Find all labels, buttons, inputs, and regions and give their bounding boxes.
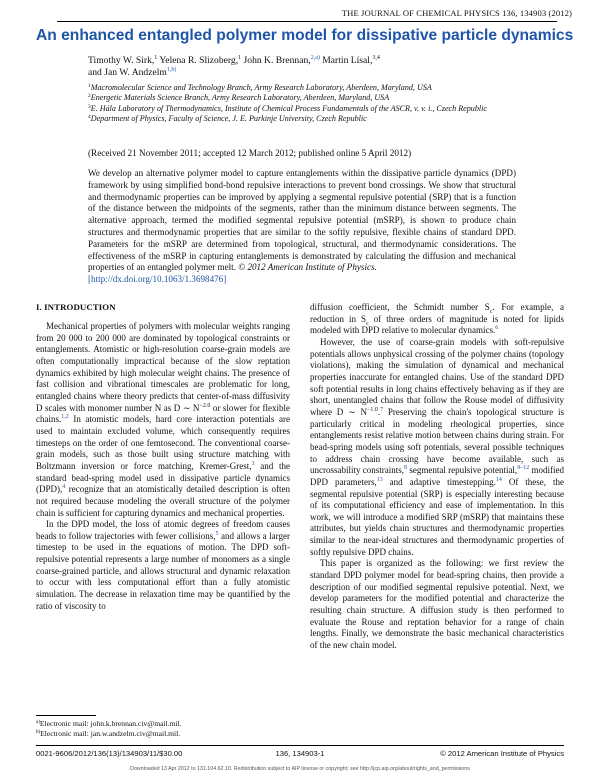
- affiliation-number: 2: [88, 93, 91, 100]
- affiliation-item: [88, 114, 528, 124]
- author-sirk: Timothy W. Sirk,: [88, 55, 155, 66]
- citation-link[interactable]: 6: [495, 325, 499, 332]
- paragraph: [310, 302, 564, 337]
- abstract: [88, 168, 516, 286]
- doi-link[interactable]: [http://dx.doi.org/10.1063/1.3698476]: [88, 274, 227, 285]
- author-sup: 3,4: [372, 55, 380, 61]
- received-dates: (Received 21 November 2011; accepted 12 March 2012; published online 5 April 2012): [88, 148, 412, 158]
- abstract-text: We develop an alternative polymer model to capture entanglements within the dissipative particle dynamics (DPD) framework by using simplified bond-bond repulsive interactions to prevent bond crossings. We show that structural and thermodynamic properties can be improved by applying a segmental repulsive potential (SRP) that is a function of the distance between the midpoints of the segments, rather than the minimum distance between segments. The alternative approach, termed the modified segmental repulsive potential (mSRP), is shown to produce chain structures and thermodynamic properties that are similar to the softly repulsive, flexible chains of standard DPD. Parameters for the mSRP are determined from topological, structural, and thermodynamic considerations. The effectiveness of the mSRP in capturing entanglements is demonstrated by calculating the diffusion and mechanical properties of an entangled polymer melt.: [88, 168, 516, 273]
- citation-link[interactable]: 9–12: [517, 465, 530, 472]
- author-brennan: John K. Brennan,: [241, 55, 311, 66]
- footnote-link[interactable]: 1,b): [166, 67, 177, 73]
- author-sup: [311, 55, 320, 61]
- paragraph-text: modified DPD parameters,: [310, 465, 564, 487]
- footnote-link[interactable]: 2,a): [310, 55, 320, 61]
- left-column: [36, 321, 290, 612]
- citation-link[interactable]: 1,2: [61, 414, 69, 421]
- affiliation-item: [88, 104, 528, 114]
- footer-copyright: © 2012 American Institute of Physics: [440, 749, 564, 758]
- header-rule: [57, 21, 557, 22]
- paragraph-text: However, the use of coarse-grain models with soft-repulsive potentials allows unphysical crossing of the polymer chains (topology violations), making the simulation of dynamical and mechanical properties inaccurate for entangled chains. Use of the standard DPD soft potential results in long chains effectively behaving as if they are short, unentangled chains that follow the Rouse model of diffusivity where D ∼ N: [310, 336, 564, 417]
- exponent: −2.0: [199, 402, 211, 409]
- affiliation-text: Macromolecular Science and Technology Branch, Army Research Laboratory, Aberdeen, Maryland, USA: [90, 83, 432, 92]
- paragraph-text: segmental repulsive potential,: [407, 465, 518, 476]
- footnotes: [36, 719, 290, 739]
- affiliation-number: 3: [88, 103, 91, 110]
- paragraph-text: and the standard bead-spring model used in dissipative particle dynamics (DPD),: [36, 460, 290, 495]
- paragraph-text: This paper is organized as the following: we first review the standard DPD polymer model for bead-spring chains, then provide a description of our modified segmental repulsive potential. Next, we develop parameters for the modified potential and characterize the resulting chain structure. A diffusion study is then performed to evaluate the Rouse and reptation behavior for a range of chain lengths. Finally, we demonstrate the basic mechanical characteristics of the new chain model.: [310, 558, 564, 651]
- paragraph-text: of three orders of magnitude is noted for lipids modeled with DPD relative to molecular dynamics.: [310, 313, 564, 336]
- footer-rule: [36, 745, 564, 746]
- paragraph-text: and allows a larger timestep to be used in the equations of motion. The DPD soft-repulsive potential represents a large number of monomers as a single coarse-grained particle, and allows structural and dynamic relaxation to occur with less computational effort than a fully atomistic simulation. The decrease in relaxation time may be quantified by the ratio of viscosity to: [36, 530, 291, 611]
- affiliation-text: Department of Physics, Faculty of Science, J. E. Purkinje University, Czech Republic: [90, 113, 367, 123]
- footnote-text: Electronic mail: jan.w.andzelm.civ@mail.mil.: [40, 729, 181, 738]
- affiliation-text: E. Hála Laboratory of Thermodynamics, Institute of Chemical Process Fundamentals of the ASCR, v. v. i., Czech Republic: [90, 103, 487, 113]
- citation-link[interactable]: 14: [495, 476, 502, 483]
- citation-link[interactable]: 3: [251, 460, 255, 467]
- paragraph-text: or slower for flexible chains.: [36, 402, 290, 425]
- paragraph-text: diffusion coefficient, the Schmidt number S: [310, 302, 490, 312]
- footnote-mark: a): [36, 720, 40, 725]
- paragraph-text: and adaptive timestepping.: [382, 476, 496, 487]
- running-head: THE JOURNAL OF CHEMICAL PHYSICS 136, 134903 (2012): [341, 8, 572, 18]
- affiliation-item: [88, 83, 528, 93]
- footnote-item: [36, 719, 290, 729]
- citation-link[interactable]: 7: [380, 406, 384, 413]
- citation-link[interactable]: 8: [404, 465, 408, 472]
- author-andzelm: and Jan W. Andzelm: [88, 67, 167, 78]
- author-sup: 1: [238, 55, 242, 61]
- right-column: [310, 302, 564, 652]
- affiliation-number: 1: [88, 83, 91, 89]
- paragraph: [310, 558, 564, 651]
- footer-issn: 0021-9606/2012/136(13)/134903/11/$30.00: [36, 749, 183, 758]
- affiliation-item: [88, 93, 528, 103]
- citation-link[interactable]: 13: [376, 476, 383, 483]
- abstract-copyright: © 2012 American Institute of Physics.: [238, 262, 377, 273]
- paragraph-text: recognize that an atomistically detailed description is often not required because modeling the overall structure of the polymer chain is sufficient for capturing dynamics and mechanical properties.: [36, 484, 290, 518]
- paragraph-text: Of these, the segmental repulsive potential (SRP) is especially interesting because of its computational efficiency and ease of implementation. In this work, we will introduce a modified SRP (mSRP) that maintains these attributes, but yields chain structures and thermodynamic properties similar to the near-ideal structures and thermodynamic properties of softly repulsive DPD chains.: [310, 476, 564, 557]
- paragraph: [36, 519, 290, 612]
- subscript: c: [489, 308, 493, 315]
- author-list: [88, 55, 528, 79]
- footer-page-number: 136, 134903-1: [275, 749, 325, 758]
- author-slizoberg: Yelena R. Slizoberg,: [157, 55, 239, 66]
- exponent: −1.0: [366, 406, 378, 413]
- author-lisal: Martin Lísal,: [319, 55, 373, 66]
- subscript: c: [366, 320, 369, 327]
- author-sup: [167, 67, 177, 73]
- footnote-rule: [36, 715, 96, 716]
- section-heading-introduction: I. INTRODUCTION: [36, 302, 116, 312]
- footnote-mark: b): [36, 730, 41, 735]
- affiliation-number: 4: [88, 113, 91, 120]
- footnote-item: [36, 729, 290, 739]
- citation-link[interactable]: 4: [62, 484, 66, 491]
- paragraph: [310, 337, 564, 558]
- footnote-text: Electronic mail: john.k.brennan.civ@mail.mil.: [39, 719, 182, 728]
- paragraph-text: In the DPD model, the loss of atomic degrees of freedom causes beads to follow trajectories with fewer collisions,: [36, 519, 290, 541]
- affiliation-text: Energetic Materials Science Branch, Army Research Laboratory, Aberdeen, Maryland, USA: [90, 93, 390, 103]
- download-notice: Downloaded 13 Apr 2012 to 131.104.62.10. Redistribution subject to AIP license or copyright; see http://jcp.aip.org/about/rights_and_permissions: [130, 766, 470, 772]
- paragraph-text: Preserving the chain's topological structure is particularly critical in modeling rheological properties, since entanglements resist relative motion between chains during strain. For bead-spring models using soft potentials, several possible techniques to address chain crossing have become available, such as uncrossability constraints,: [310, 406, 564, 476]
- paragraph: [36, 321, 290, 519]
- citation-link[interactable]: 5: [215, 530, 219, 537]
- paragraph-text: .: [377, 406, 381, 417]
- paragraph-text: In atomistic models, hard core interaction potentials are used to maintain excluded volume, which consequently requires timesteps on the order of one femtosecond. The conventional coarse-grain models, such as those built using structure matching with Boltzmann inversion or force matching, Kremer-Grest,: [36, 414, 290, 471]
- article-title: An enhanced entangled polymer model for dissipative particle dynamics: [36, 27, 574, 44]
- paragraph-text: Mechanical properties of polymers with molecular weights ranging from 20 000 to 200 000 are dominated by topological constraints or entanglements. Atomistic or high-resolution coarse-grain models are often computationally impractical because of the slow reptation dynamics exhibited by high molecular weight chains. The presence of fast collision and vibrational timescales are problematic for long, entangled chains where theory predicts that center-of-mass diffusivity D scales with monomer number N as D ∼ N: [36, 321, 290, 413]
- affiliation-list: [88, 83, 528, 124]
- author-sup: 1: [154, 55, 158, 61]
- paragraph-text: . For example, a reduction in S: [310, 302, 565, 324]
